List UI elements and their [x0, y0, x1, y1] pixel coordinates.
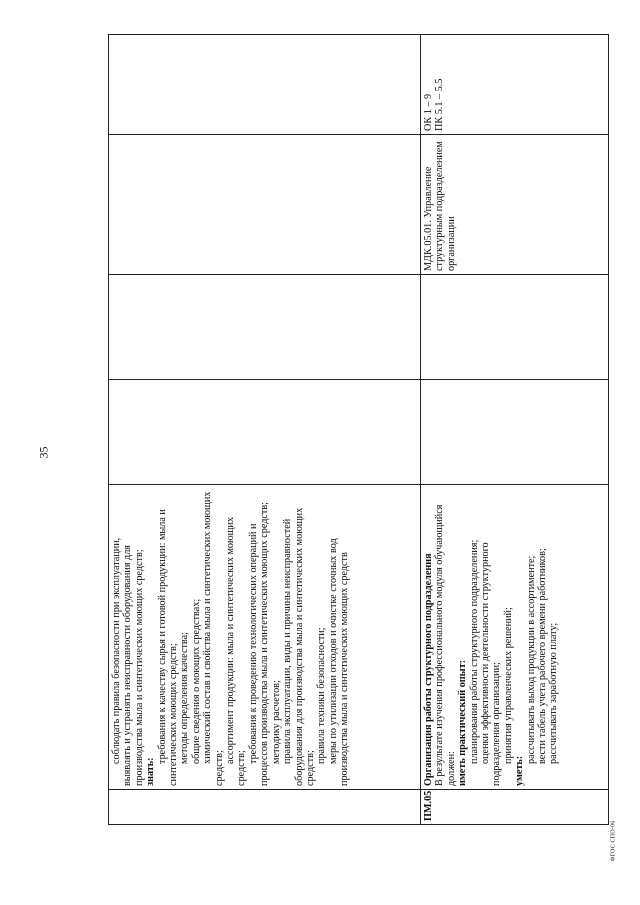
table-row — [109, 35, 421, 825]
page-number: 35 — [36, 446, 51, 459]
text-line: правила эксплуатации, виды и причины неисправностей оборудования для производства мыла и синтетических моющих средств; — [282, 507, 316, 786]
module-title: Организация работы структурного подразделения — [423, 553, 434, 786]
cell-empty — [109, 135, 421, 275]
standards-table-container — [108, 35, 608, 825]
text-line: химический состав и свойства мыла и синтетических моющих средств; — [202, 491, 225, 786]
cell-empty — [109, 380, 421, 485]
text-line: требования к проведению технологических операций и процессов производства мыла и синтетических моющих средств; — [247, 501, 271, 786]
footer-label: ФГОС СПО-06 — [610, 820, 617, 862]
cell-empty — [421, 275, 609, 380]
competences-table — [108, 34, 609, 825]
text-line: рассчитывать выход продукции в ассортименте; — [525, 555, 537, 764]
text-line: планирования работы структурного подразделения; — [468, 539, 480, 764]
text-line: выявлять и устранять неисправности оборудования для производства мыла и синтетических моющих средств; — [122, 545, 145, 786]
cell-knowledge — [109, 485, 421, 790]
text-line: методы определения качества; — [179, 632, 191, 764]
cell-competences — [421, 35, 609, 135]
text-line: иметь практический опыт: — [457, 659, 469, 786]
text-line: ОК 1 – 9 — [423, 93, 434, 131]
text-line: правила техники безопасности; — [316, 627, 328, 764]
text-line: требования к качеству сырья и готовой продукции: мыла и синтетических моющих средств; — [156, 509, 180, 786]
text-line: методику расчетов; — [270, 680, 282, 764]
text-line: уметь: — [514, 755, 526, 786]
cell-module-description — [421, 485, 609, 790]
cell-code — [109, 790, 421, 825]
text-line: ПК 5.1 – 5.5 — [434, 78, 446, 131]
text-line: вести табель учета рабочего времени работников; — [537, 548, 549, 764]
text-line: меры по утилизации отходов и очистке сточных вод производства мыла и синтетических моющих средств — [327, 538, 351, 786]
text-line: соблюдать правила безопасности при эксплуатации, — [111, 537, 122, 764]
text-line: общие сведения о моющих средствах; — [190, 598, 202, 764]
text-line: ассортимент продукции: мыла и синтетических моющих средств; — [225, 517, 248, 786]
cell-empty — [109, 275, 421, 380]
cell-code: ПМ.05 — [421, 790, 609, 825]
table-row — [421, 35, 609, 825]
cell-mdk: МДК.05.01. Управление структурным подразделением организации — [421, 135, 609, 275]
cell-empty — [421, 380, 609, 485]
text-line: знать: — [145, 757, 157, 786]
text-line: В результате изучения профессионального модуля обучающийся должен: — [434, 504, 457, 786]
cell-empty — [109, 35, 421, 135]
text-line: принятия управленческих решений; — [502, 607, 514, 764]
text-line: рассчитывать заработную плату; — [548, 622, 560, 764]
text-line: оценки эффективности деятельности структурного подразделения организации; — [480, 542, 503, 786]
